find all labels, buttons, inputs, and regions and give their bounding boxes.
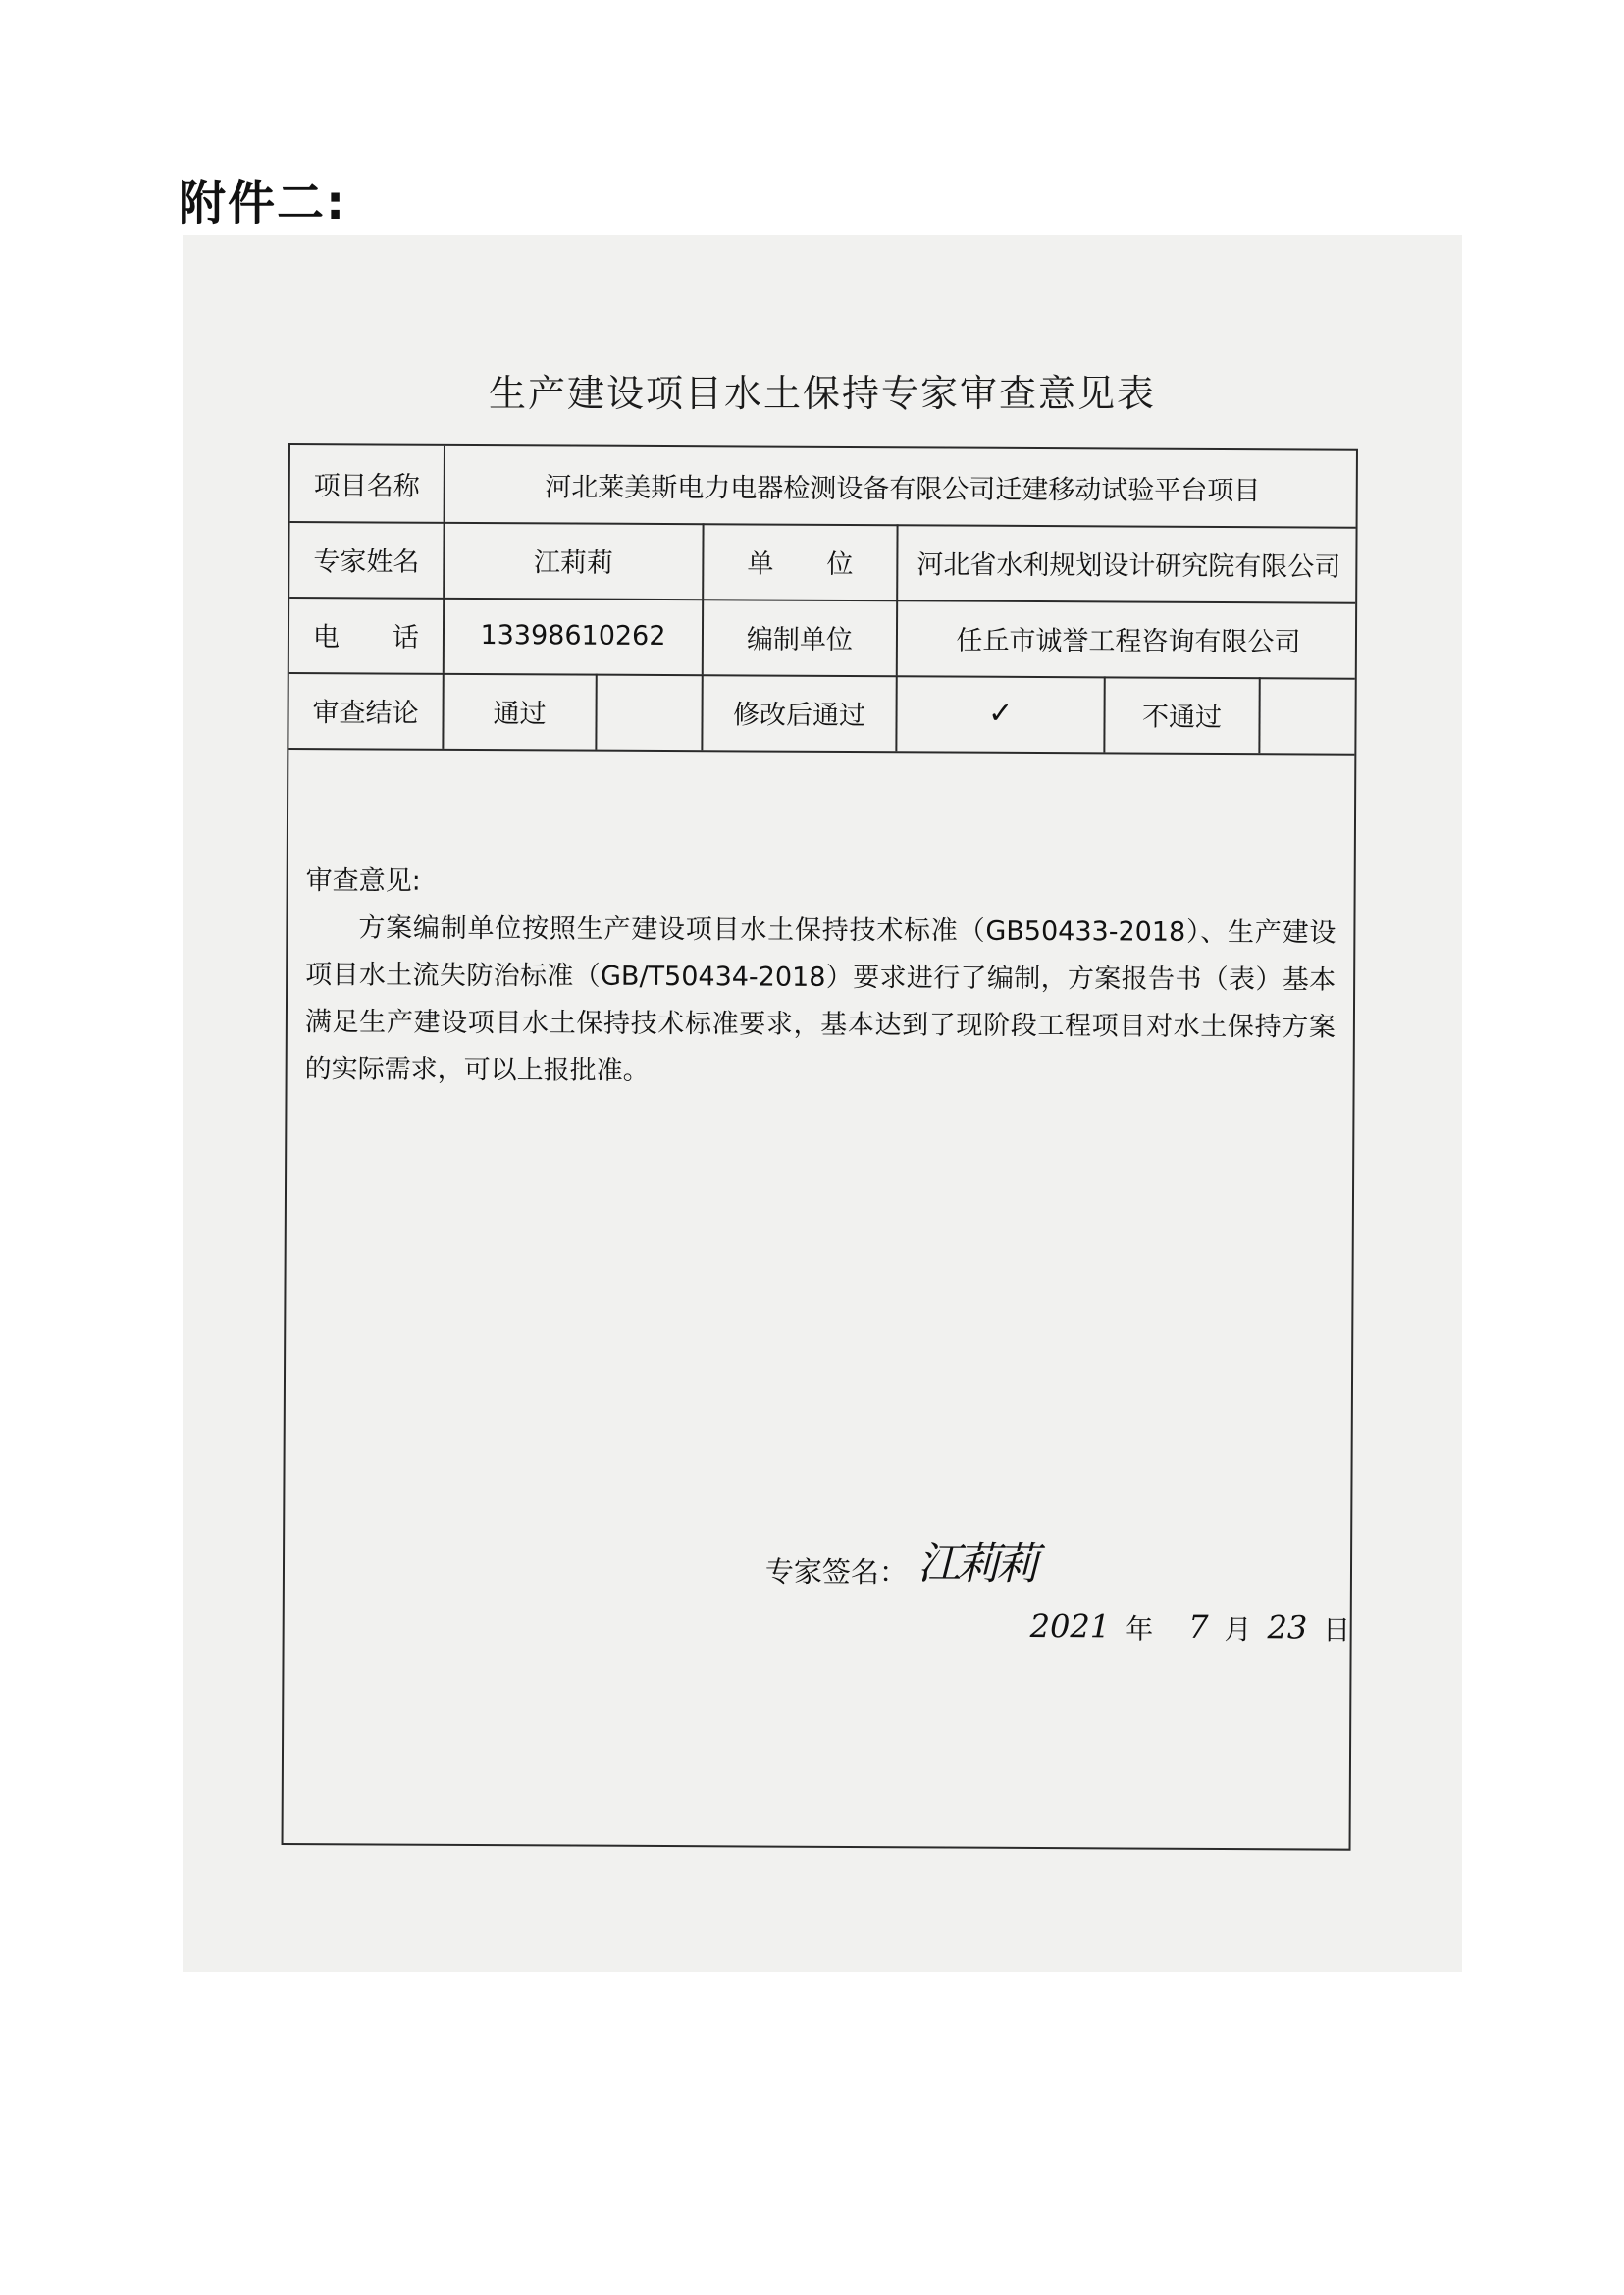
project-name-value: 河北莱美斯电力电器检测设备有限公司迁建移动试验平台项目 [545, 472, 1261, 507]
pass-mark [597, 674, 703, 751]
opinion-label: 审查意见: [305, 865, 421, 897]
revised-pass-mark: ✓ [897, 675, 1105, 752]
unit-label: 单 位 [704, 523, 898, 600]
fail-label: 不通过 [1105, 676, 1260, 753]
scanned-form [183, 235, 1462, 1972]
row-expert [289, 521, 1355, 604]
unit-value: 河北省水利规划设计研究院有限公司 [917, 549, 1341, 583]
signature-date [1030, 1607, 1351, 1648]
date-day: 23 [1267, 1608, 1308, 1646]
expert-name-label: 专家姓名 [289, 521, 445, 598]
date-day-unit: 日 [1323, 1613, 1351, 1646]
attachment-label: 附件二: [179, 176, 347, 231]
review-opinion [305, 858, 1336, 1098]
signature-block [765, 1528, 1035, 1591]
date-month: 7 [1188, 1607, 1209, 1645]
phone-value: 13398610262 [445, 598, 704, 674]
pass-label: 通过 [444, 673, 597, 750]
date-month-unit: 月 [1224, 1613, 1252, 1646]
expert-name-value: 江莉莉 [445, 522, 704, 599]
fail-mark [1260, 677, 1358, 754]
signature-label: 专家签名： [764, 1554, 909, 1590]
row-phone [289, 597, 1355, 680]
opinion-text: 方案编制单位按照生产建设项目水土保持技术标准（GB50433-2018）、生产建设项目水土流失防治标准（GB/T50434-2018）要求进行了编制，方案报告书（表）基本满足生产建设项目水土保持技术标准要求，基本达到了现阶段工程项目对水土保持方案的实际需求，可以上报批准。 [304, 913, 1336, 1086]
compiler-value: 任丘市诚誉工程咨询有限公司 [956, 625, 1301, 658]
project-name-label: 项目名称 [290, 445, 445, 522]
date-year: 2021 [1029, 1606, 1111, 1645]
compiler-label: 编制单位 [704, 599, 898, 675]
date-year-unit: 年 [1126, 1612, 1154, 1645]
phone-label: 电 话 [289, 597, 445, 673]
row-project-name [290, 445, 1356, 529]
revised-pass-label: 修改后通过 [703, 674, 897, 751]
signature: 江莉莉 [917, 1539, 1036, 1591]
row-conclusion [288, 672, 1354, 756]
form-title: 生产建设项目水土保持专家审查意见表 [488, 372, 1156, 415]
conclusion-label: 审查结论 [288, 672, 444, 749]
review-table [282, 443, 1358, 1851]
